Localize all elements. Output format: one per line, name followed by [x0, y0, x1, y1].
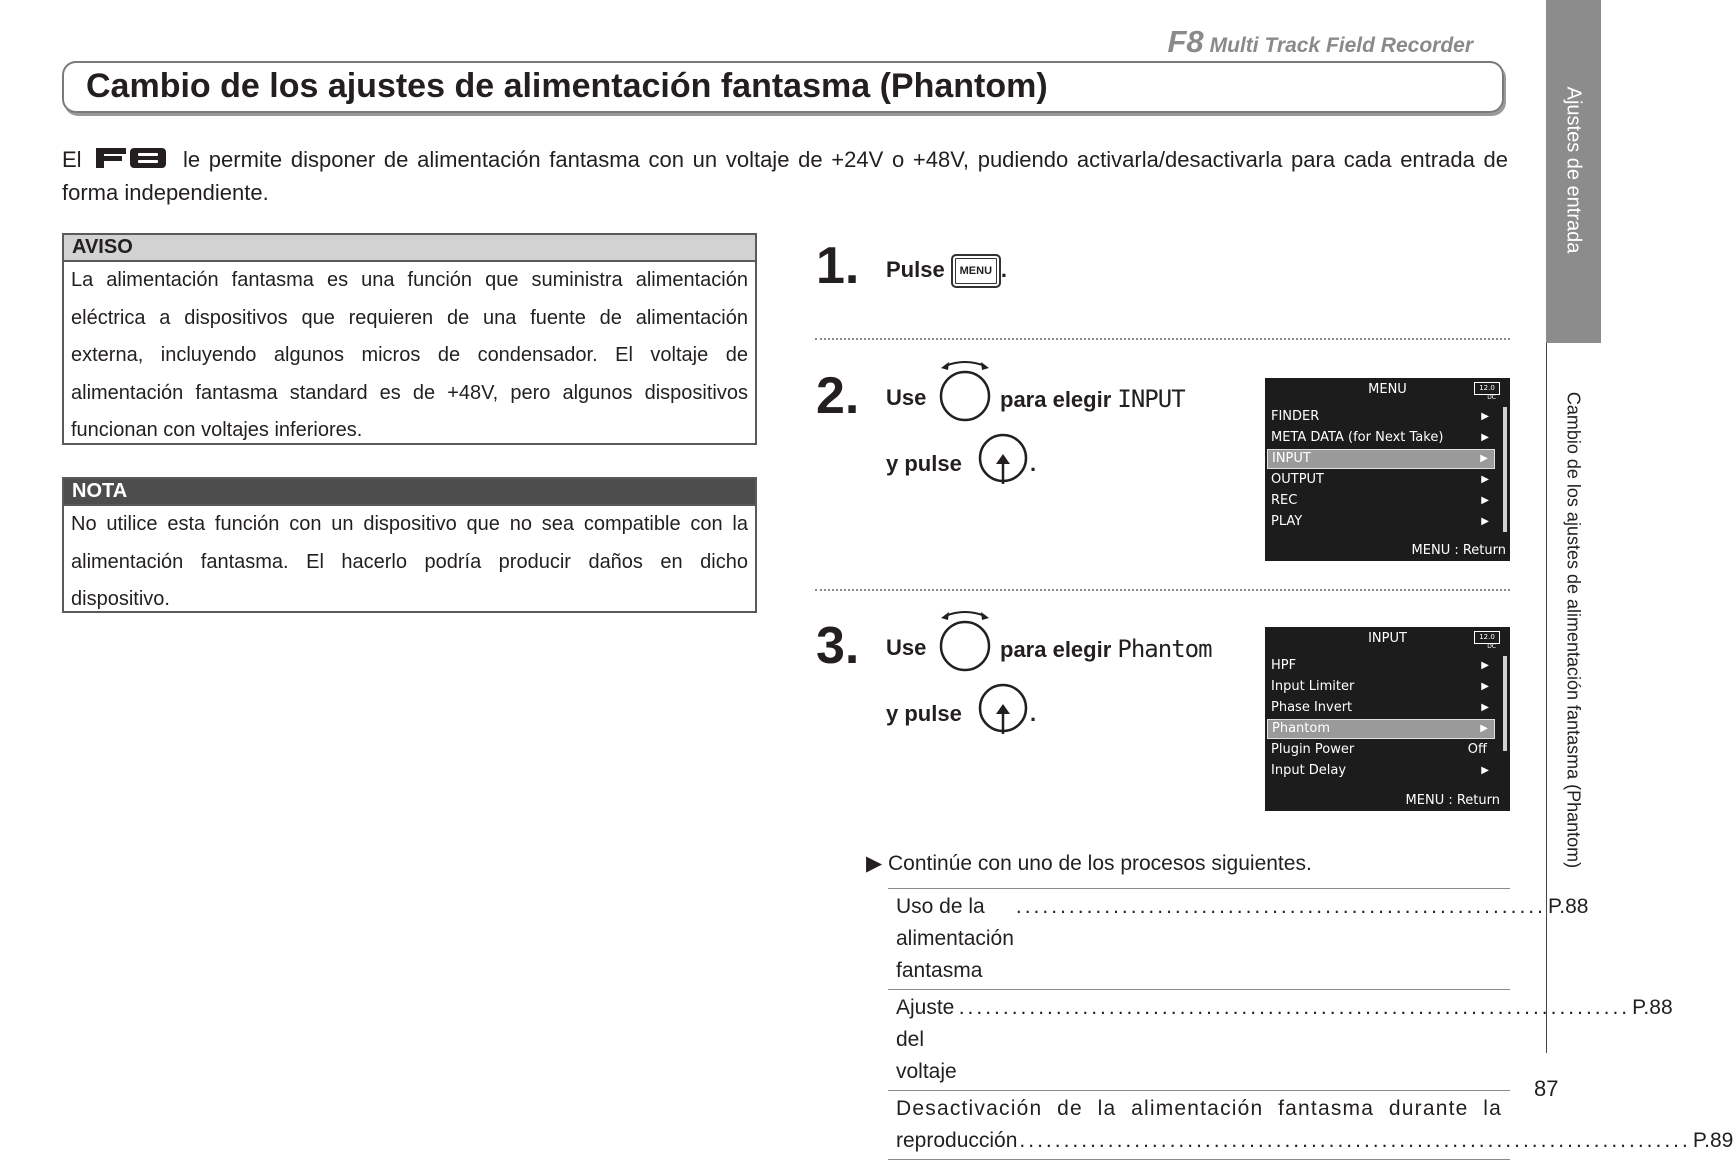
- lcd-menu-item: [1267, 512, 1495, 532]
- step-3-choose: para elegir: [1000, 637, 1112, 662]
- lcd-item-label: INPUT: [1272, 451, 1311, 466]
- page-number: 87: [1534, 1076, 1559, 1101]
- lcd-item-label: Phantom: [1272, 721, 1330, 736]
- step-2-end: .: [1030, 451, 1037, 476]
- menu-key-icon: MENU: [951, 254, 1001, 288]
- chevron-right-icon: ▶: [1481, 495, 1489, 506]
- reference-row[interactable]: [888, 1091, 1733, 1160]
- lcd-menu-footer: MENU : Return: [1411, 543, 1506, 558]
- chevron-right-icon: ▶: [1481, 516, 1489, 527]
- lcd-menu-title: MENU: [1368, 382, 1407, 397]
- step-3-instruction: [1000, 635, 1212, 663]
- reference-page: P.88: [1547, 895, 1589, 918]
- step-3-press: y pulse: [886, 701, 962, 726]
- lcd-menu-item: [1267, 470, 1495, 490]
- step-2-press: y pulse: [886, 451, 962, 476]
- dc-indicator: DC: [1487, 643, 1496, 650]
- nota-box: [62, 477, 757, 613]
- step-separator: [815, 589, 1510, 591]
- lcd-item-label: Phase Invert: [1271, 700, 1353, 715]
- step-2-instruction: [1000, 385, 1185, 413]
- dc-indicator: DC: [1487, 394, 1496, 401]
- continue-text: Continúe con uno de los procesos siguientes.: [888, 852, 1312, 875]
- lcd-input-item-selected: [1267, 719, 1495, 739]
- lcd-menu-item: [1267, 428, 1495, 448]
- lcd-menu-item: [1267, 407, 1495, 427]
- intro-text: le permite disponer de alimentación fantasma con un voltaje de +24V o +48V, pudiendo activarla/desactivarla para cada entrada de forma independiente.: [62, 147, 1508, 205]
- triangle-right-icon: ▶: [866, 852, 883, 875]
- nota-body: No utilice esta función con un dispositivo que no sea compatible con la alimentación fantasma. El hacerlo podría producir daños en dicho dispositivo.: [71, 513, 748, 610]
- lcd-input-title: INPUT: [1368, 631, 1407, 646]
- leader-dots: ............................................................................: [958, 996, 1631, 1019]
- lcd-item-label: Plugin Power: [1271, 742, 1355, 757]
- aviso-box: [62, 233, 757, 445]
- dial-press-icon: [977, 432, 1029, 488]
- leader-dots: ............................................................................: [1019, 1129, 1691, 1152]
- reference-label-line2: reproducción: [896, 1129, 1018, 1152]
- step-1-end: .: [1000, 256, 1007, 282]
- f8-logo-text: F8: [94, 146, 96, 147]
- sidebar-divider: [1546, 343, 1547, 1053]
- chevron-right-icon: ▶: [1481, 411, 1489, 422]
- step-separator: [815, 338, 1510, 340]
- reference-page: P.89: [1692, 1129, 1733, 1152]
- lcd-item-label: Input Delay: [1271, 763, 1347, 778]
- lcd-menu-screen: [1265, 378, 1510, 561]
- chevron-right-icon: ▶: [1480, 453, 1488, 464]
- step-1-label: Pulse: [886, 256, 945, 282]
- lcd-scrollbar: [1503, 656, 1507, 751]
- reference-page: P.88: [1632, 996, 1673, 1019]
- step-2-number: 2.: [816, 367, 860, 425]
- lcd-item-label: FINDER: [1271, 409, 1320, 424]
- step-1-text: [886, 254, 1007, 288]
- lcd-item-label: Input Limiter: [1271, 679, 1355, 694]
- lcd-input-footer: MENU : Return: [1405, 793, 1500, 808]
- lcd-input-screen: [1265, 627, 1510, 811]
- reference-label-line1: Desactivación de la alimentación fantasma durante la: [896, 1097, 1502, 1120]
- lcd-item-label: META DATA (for Next Take): [1271, 430, 1444, 445]
- step-3-number: 3.: [816, 617, 860, 675]
- battery-icon: 12.0: [1474, 631, 1500, 644]
- f8-logo: [94, 146, 168, 170]
- intro-prefix: El: [62, 147, 82, 172]
- step-3-end: .: [1030, 701, 1037, 726]
- lcd-item-label: OUTPUT: [1271, 472, 1324, 487]
- battery-icon: 12.0: [1474, 382, 1500, 395]
- chevron-right-icon: ▶: [1481, 702, 1489, 713]
- lcd-item-label: HPF: [1271, 658, 1297, 673]
- nota-heading: NOTA: [64, 479, 755, 506]
- step-2-target: INPUT: [1117, 385, 1185, 413]
- lcd-scrollbar: [1503, 407, 1507, 532]
- dial-press-icon: [977, 682, 1029, 738]
- lcd-menu-item-selected: [1267, 449, 1495, 469]
- product-name: [1167, 24, 1473, 60]
- lcd-input-item: [1267, 677, 1495, 697]
- plugin-power-value: Off: [1467, 742, 1487, 757]
- reference-label: Ajuste del voltaje: [896, 996, 957, 1083]
- lcd-item-label: PLAY: [1271, 514, 1303, 529]
- lcd-menu-item: [1267, 491, 1495, 511]
- section-title-box: [62, 61, 1504, 113]
- aviso-body: La alimentación fantasma es una función que suministra alimentación eléctrica a dispositivos que requieren de una fuente de alimentación externa, incluyendo algunos micros de condensador. El voltaje de alimentación fantasma standard es de +48V, pero algunos dispositivos funcionan con voltajes inferiores.: [71, 269, 748, 441]
- reference-row[interactable]: [888, 888, 1589, 990]
- dial-icon: [935, 608, 995, 674]
- page-title: Cambio de los ajustes de alimentación fantasma (Phantom): [86, 67, 1048, 105]
- step-2-use: Use: [886, 385, 927, 410]
- lcd-input-item: [1267, 740, 1495, 760]
- step-3-target: Phantom: [1117, 635, 1212, 663]
- chevron-right-icon: ▶: [1481, 432, 1489, 443]
- leader-dots: ............................................................: [1015, 895, 1546, 918]
- step-2-choose: para elegir: [1000, 387, 1112, 412]
- dial-icon: [935, 358, 995, 424]
- product-description: Multi Track Field Recorder: [1209, 34, 1473, 57]
- chevron-right-icon: ▶: [1481, 681, 1489, 692]
- chevron-right-icon: ▶: [1480, 723, 1488, 734]
- reference-label: Uso de la alimentación fantasma: [896, 895, 1014, 982]
- lcd-input-item: [1267, 761, 1495, 781]
- product-model: F8: [1167, 24, 1204, 59]
- chevron-right-icon: ▶: [1481, 765, 1489, 776]
- sidebar-section-label: Cambio de los ajustes de alimentación fantasma (Phantom): [1563, 391, 1584, 869]
- step-1-number: 1.: [816, 237, 860, 295]
- lcd-input-item: [1267, 656, 1495, 676]
- intro-paragraph: [62, 143, 1508, 209]
- lcd-item-label: REC: [1271, 493, 1298, 508]
- chevron-right-icon: ▶: [1481, 474, 1489, 485]
- continue-note: [866, 851, 1312, 876]
- step-3-use: Use: [886, 635, 927, 660]
- chapter-tab-label: Ajustes de entrada: [1562, 86, 1585, 254]
- lcd-input-item: [1267, 698, 1495, 718]
- aviso-heading: AVISO: [64, 235, 755, 262]
- chevron-right-icon: ▶: [1481, 660, 1489, 671]
